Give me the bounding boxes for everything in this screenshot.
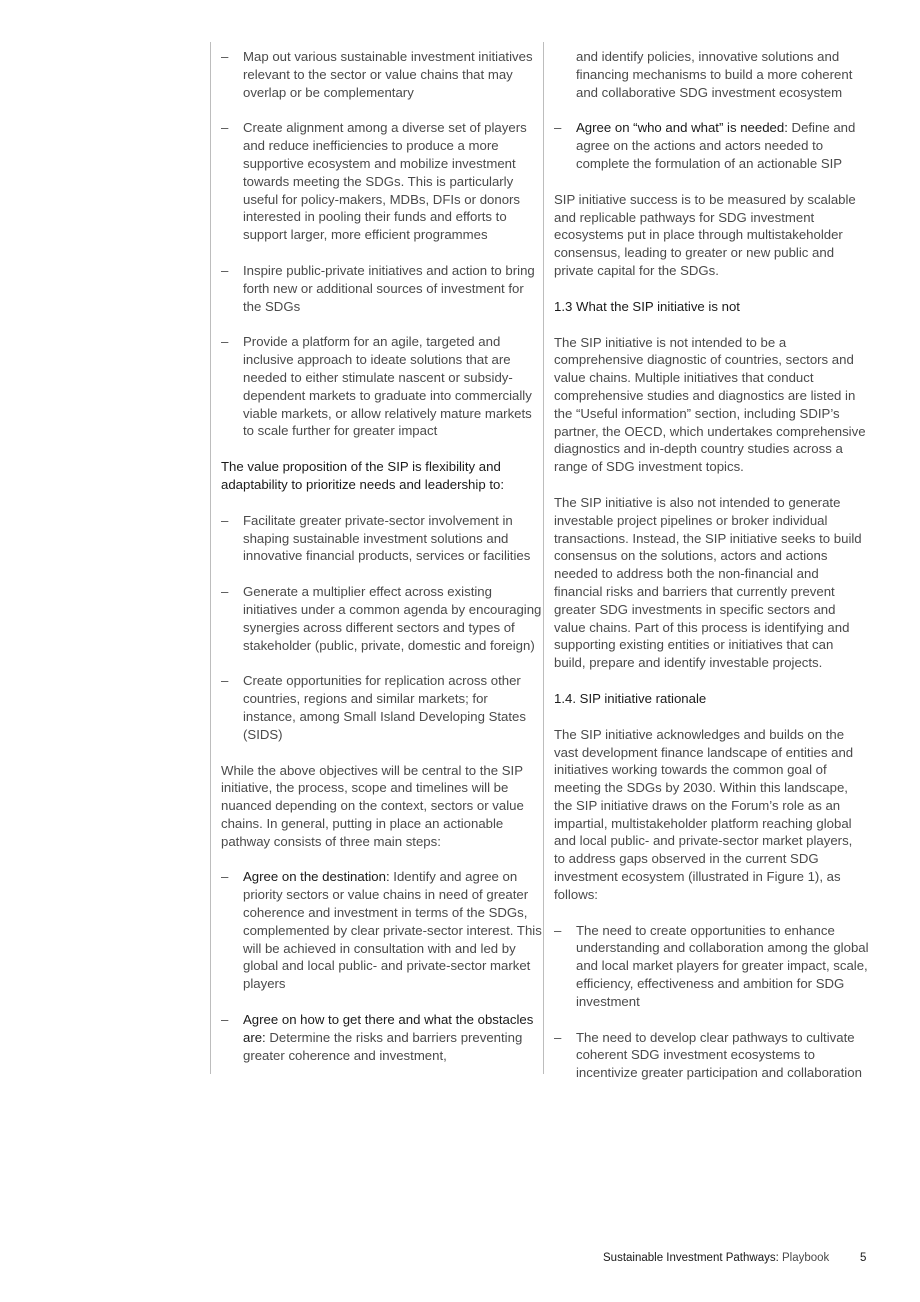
objectives-paragraph: While the above objectives will be central to the SIP initiative, the process, scope and timelines will be nuanced depending on the context, sectors or value chains. In general, putting in place an actionable pathway consists of three main steps: [221, 762, 524, 849]
paragraph: The SIP initiative is not intended to be a comprehensive diagnostic of countries, sectors and value chains. Multiple initiatives that conduct comprehensive studies and diagnostics are listed in the “Useful information” section, including SDIP’s partner, the OECD, which undertakes comprehensive diagnostics and in-depth country studies across a range of SDG investment topics. [554, 334, 866, 475]
footer-title: Sustainable Investment Pathways: [603, 1252, 779, 1264]
section-heading-1-4: 1.4. SIP initiative rationale [554, 690, 707, 706]
paragraph: The SIP initiative is also not intended to generate investable project pipelines or broker individual transactions. Instead, the SIP initiative seeks to build consensus on the solutions, actors and actions needed to address both the non-financial and financial risks and barriers that currently prevent greater SDG investments in specific sectors and value chains. Part of this process is identifying and supporting existing entities or initiatives that can build, prepare and identify investable projects. [554, 494, 862, 671]
list-item: – Create opportunities for replication across other countries, regions and similar markets; for instance, among Small Island Developing States (SIDS) [221, 673, 526, 742]
value-proposition-heading: The value proposition of the SIP is flexibility and adaptability to prioritize needs and leadership to: [221, 459, 504, 492]
footer-subtitle: Playbook [778, 1252, 830, 1264]
list-item: – Create alignment among a diverse set of players and reduce inefficiencies to produce a more supportive ecosystem and mobilize investment towards meeting the SDGs. This is particularly useful for policy-makers, MDBs, DFIs or donors interested in pooling their funds and efforts to support larger, more efficient programmes [221, 120, 527, 243]
section-heading-1-3: 1.3 What the SIP initiative is not [554, 298, 740, 314]
list-item: – Generate a multiplier effect across existing initiatives under a common agenda by encouraging synergies across different sectors and types of stakeholder (public, private, domestic and foreign) [221, 584, 542, 653]
step-item: – Agree on how to get there and what the obstacles are: Determine the risks and barriers preventing greater coherence and investment, [221, 1012, 534, 1063]
step-item: – Agree on “who and what” is needed: Define and agree on the actions and actors needed to complete the formulation of an actionable SIP [554, 120, 856, 171]
page-number: 5 [860, 1252, 867, 1264]
list-item: – Inspire public-private initiatives and action to bring forth new or additional sources of investment for the SDGs [221, 262, 535, 314]
step-lead: Agree on “who and what” is needed: [576, 120, 788, 136]
left-column [210, 48, 540, 1082]
list-item: – The need to create opportunities to enhance understanding and collaboration among the global and local market players for greater impact, scale, efficiency, effectiveness and ambition for SDG investment [554, 922, 869, 1009]
list-item: – Map out various sustainable investment initiatives relevant to the sector or value chains that may overlap or be complementary [221, 49, 533, 100]
step-lead: Agree on how to get there and what the obstacles are: [243, 1012, 534, 1045]
step-lead: Agree on the destination: [243, 869, 390, 885]
step-item: – Agree on the destination: Identify and agree on priority sectors or value chains in need of greater coherence and investment in terms of the SDGs, complemented by clear private-sector interest. This will be achieved in consultation with and led by global and local public- and private-sector market players [221, 869, 542, 992]
paragraph: The SIP initiative acknowledges and builds on the vast development finance landscape of entities and initiatives working towards the common goal of meeting the SDGs by 2030. Within this landscape, the SIP initiative draws on the Forum’s role as an impartial, multistakeholder platform reaching global and local public- and private-sector market players, to address gaps observed in the current SDG investment ecosystem (illustrated in Figure 1), as follows: [554, 726, 854, 902]
page-footer [603, 1250, 873, 1268]
list-item: – The need to develop clear pathways to cultivate coherent SDG investment ecosystems to incentivize greater participation and collaboration [554, 1029, 862, 1081]
list-item: – Facilitate greater private-sector involvement in shaping sustainable investment solutions and innovative financial products, services or facilities [221, 512, 531, 564]
step-continuation: and identify policies, innovative solutions and financing mechanisms to build a more coherent and collaborative SDG investment ecosystem [576, 49, 853, 100]
list-item: – Provide a platform for an agile, targeted and inclusive approach to ideate solutions that are needed to either stimulate nascent or subsidy-dependent markets to graduate into commercially viable markets, or allow relatively mature markets to scale further for greater impact [221, 334, 532, 439]
success-paragraph: SIP initiative success is to be measured by scalable and replicable pathways for SDG investment ecosystems put in place through multistakeholder consensus, leading to greater or new public and private capital for the SDGs. [554, 191, 856, 278]
right-column [543, 48, 873, 1100]
